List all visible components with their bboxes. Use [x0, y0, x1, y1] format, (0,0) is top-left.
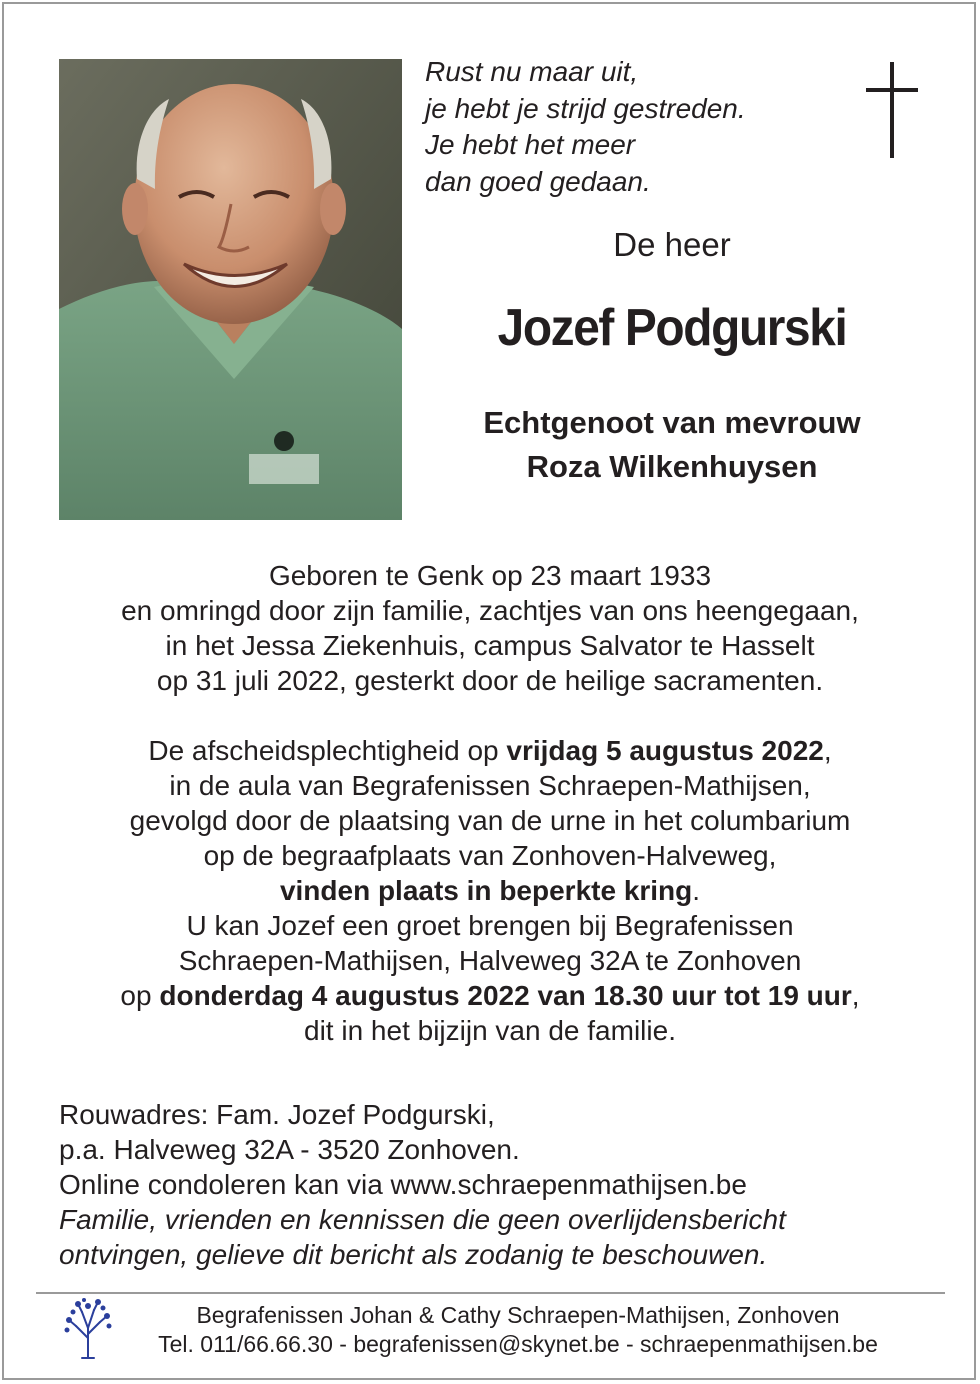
cross-icon [862, 62, 922, 165]
text-span: , [851, 980, 860, 1011]
tree-logo-icon [64, 1298, 112, 1365]
paragraph-line: dit in het bijzijn van de familie. [304, 1015, 676, 1046]
spouse-info [422, 401, 922, 489]
notice-note: Familie, vrienden en kennissen die geen overlijdensbericht [59, 1204, 786, 1235]
poem-line: Rust nu maar uit, [425, 56, 639, 87]
visitation-time: donderdag 4 augustus 2022 van 18.30 uur tot 19 uur [159, 980, 852, 1011]
paragraph-line: op de begraafplaats van Zonhoven-Halveweg, [203, 840, 777, 871]
paragraph-line: en omringd door zijn familie, zachtjes van ons heengegaan, [121, 595, 859, 626]
spouse-line: Echtgenoot van mevrouw [483, 405, 861, 440]
paragraph-line: op 31 juli 2022, gesterkt door de heilige sacramenten. [156, 665, 824, 696]
ceremony-privacy: vinden plaats in beperkte kring [279, 875, 693, 906]
spouse-name: Roza Wilkenhuysen [526, 449, 818, 484]
honorific: De heer [613, 226, 731, 263]
divider [36, 1292, 945, 1294]
text-span: De afscheidsplechtigheid op [148, 735, 507, 766]
poem [425, 54, 845, 200]
mourning-address: Rouwadres: Fam. Jozef Podgurski, [59, 1099, 495, 1130]
poem-line: dan goed gedaan. [425, 165, 651, 197]
paragraph-line: Geboren te Genk op 23 maart 1933 [268, 560, 712, 591]
poem-line: je hebt je strijd gestreden. [425, 92, 746, 124]
paragraph-line [0, 733, 980, 768]
birth-death-paragraph [0, 558, 980, 698]
portrait-photo [59, 59, 402, 520]
funeral-home-name: Begrafenissen Johan & Cathy Schraepen-Mathijsen, Zonhoven [196, 1302, 840, 1328]
poem-line: Je hebt het meer [425, 129, 636, 160]
paragraph-line: in de aula van Begrafenissen Schraepen-Mathijsen, [169, 770, 811, 801]
paragraph-line: in het Jessa Ziekenhuis, campus Salvator te Hasselt [165, 630, 815, 661]
ceremony-date: vrijdag 5 augustus 2022 [506, 735, 824, 766]
deceased-name: Jozef Podgurski [497, 299, 847, 357]
contact-info [59, 1097, 939, 1272]
text-span: , [823, 735, 832, 766]
paragraph-line [0, 978, 980, 1013]
online-condolence: Online condoleren kan via www.schraepenmathijsen.be [59, 1169, 747, 1200]
funeral-home-contact: Tel. 011/66.66.30 - begrafenissen@skynet.be - schraepenmathijsen.be [158, 1331, 878, 1357]
paragraph-line: U kan Jozef een groet brengen bij Begrafenissen [186, 910, 794, 941]
ceremony-paragraph [0, 733, 980, 1048]
text-span: op [120, 980, 160, 1011]
text-span: . [692, 875, 701, 906]
mourning-address-2: p.a. Halveweg 32A - 3520 Zonhoven. [59, 1134, 520, 1165]
paragraph-line: gevolgd door de plaatsing van de urne in het columbarium [129, 805, 851, 836]
paragraph-line: Schraepen-Mathijsen, Halveweg 32A te Zonhoven [178, 945, 802, 976]
notice-note-2: ontvingen, gelieve dit bericht als zodanig te beschouwen. [59, 1239, 768, 1270]
paragraph-line [0, 873, 980, 908]
